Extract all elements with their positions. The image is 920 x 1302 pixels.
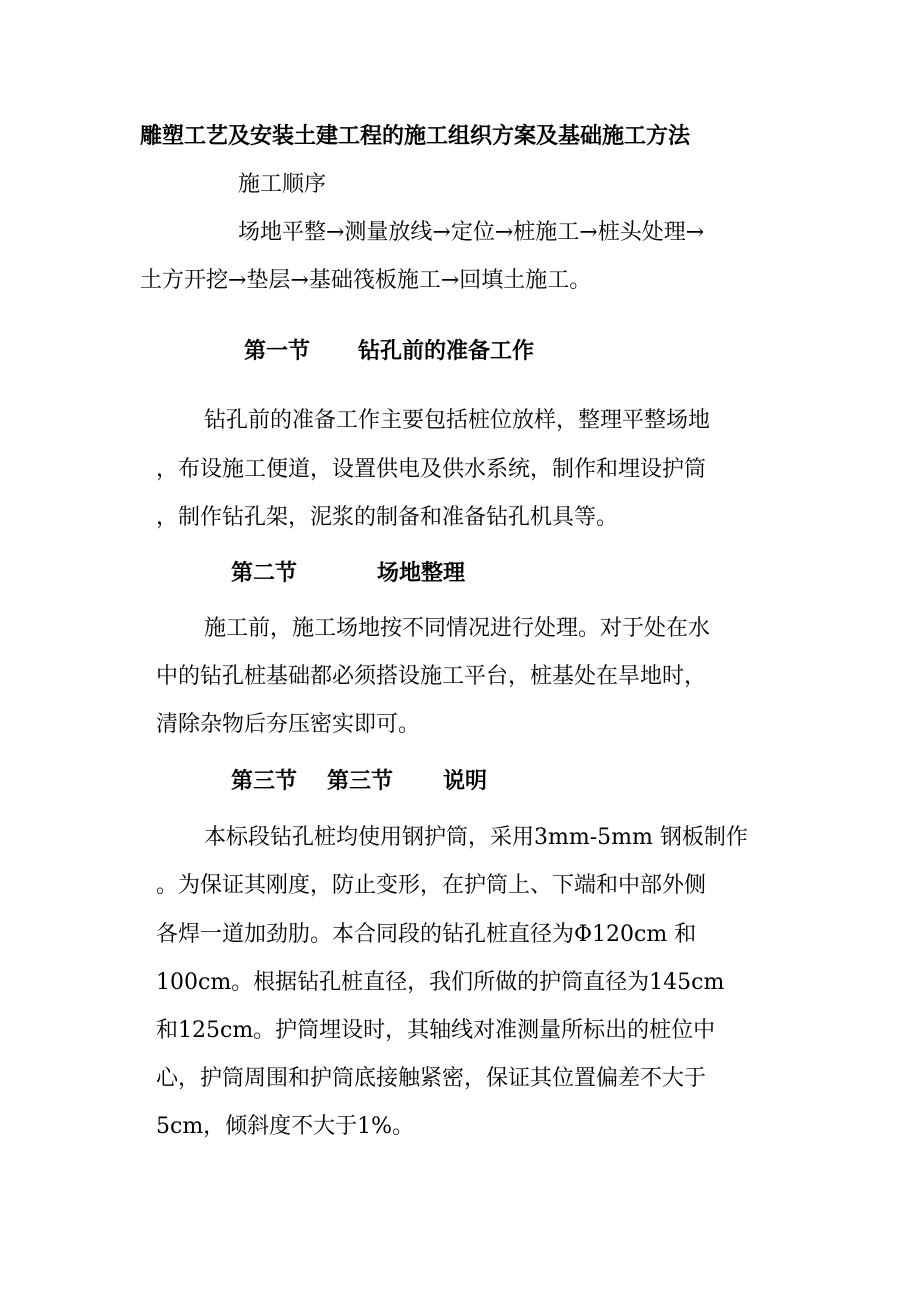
paragraph-line: 中的钻孔桩基础都必须搭设施工平台，桩基处在旱地时， — [156, 664, 707, 689]
section-1-heading — [244, 336, 534, 366]
section-number: 第二节 — [231, 560, 298, 586]
section-name: 说明 — [443, 768, 488, 794]
sequence-line: 场地平整→测量放线→定位→桩施工→桩头处理→ — [238, 220, 705, 245]
paragraph-line: 各焊一道加劲肋。本合同段的钻孔桩直径为Φ120cm 和 — [156, 922, 697, 947]
paragraph-line: 。为保证其刚度，防止变形，在护筒上、下端和中部外侧 — [156, 873, 707, 898]
section-name: 场地整理 — [377, 560, 466, 586]
paragraph-line: 5cm，倾斜度不大于1%。 — [156, 1114, 415, 1139]
section-number: 第一节 — [244, 338, 311, 364]
paragraph-line: ，制作钻孔架，泥浆的制备和准备钻孔机具等。 — [156, 505, 619, 530]
paragraph-line: 钻孔前的准备工作主要包括桩位放样，整理平整场地 — [204, 408, 711, 433]
section-number: 第三节 — [231, 768, 298, 794]
sequence-line: 土方开挖→垫层→基础筏板施工→回填土施工。 — [140, 268, 592, 293]
document-title: 雕塑工艺及安装土建工程的施工组织方案及基础施工方法 — [140, 123, 691, 149]
section-sub-number: 第三节 — [327, 768, 394, 794]
section-2-heading — [231, 558, 465, 588]
paragraph-line: 施工前，施工场地按不同情况进行处理。对于处在水 — [204, 616, 711, 641]
paragraph-line: ，布设施工便道，设置供电及供水系统，制作和埋设护筒 — [156, 457, 707, 482]
paragraph-line: 心，护筒周围和护筒底接触紧密，保证其位置偏差不大于 — [156, 1066, 707, 1091]
paragraph-line: 和125cm。护筒埋设时，其轴线对准测量所标出的桩位中 — [156, 1018, 716, 1043]
paragraph-line: 100cm。根据钻孔桩直径，我们所做的护筒直径为145cm — [156, 970, 725, 995]
paragraph-line: 清除杂物后夯压密实即可。 — [156, 712, 421, 737]
section-name: 钻孔前的准备工作 — [358, 338, 535, 364]
section-3-heading — [231, 766, 487, 796]
paragraph-line: 本标段钻孔桩均使用钢护筒，采用3mm-5mm 钢板制作 — [204, 825, 748, 850]
sequence-label: 施工顺序 — [238, 172, 327, 197]
